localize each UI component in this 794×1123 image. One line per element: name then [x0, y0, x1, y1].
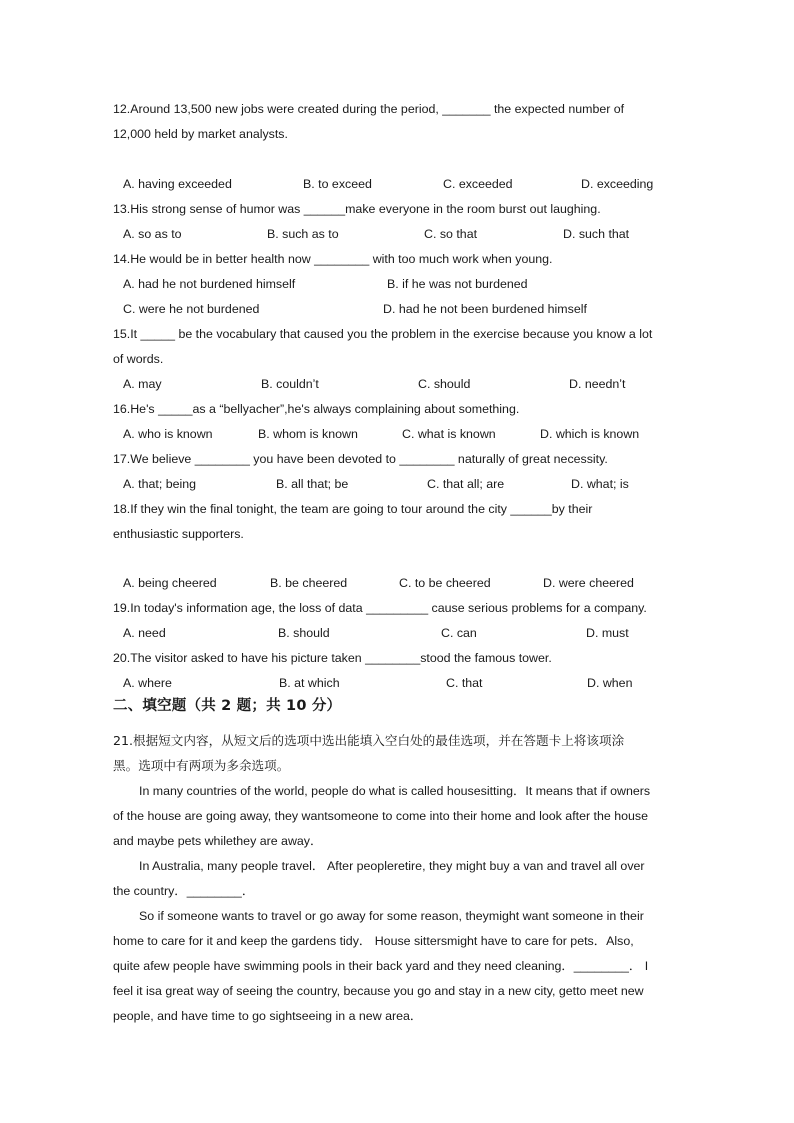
- option-d[interactable]: D. when: [587, 676, 633, 690]
- passage-line-3: and maybe pets whilethey are away．: [113, 834, 323, 848]
- option-c[interactable]: C. were he not burdened: [123, 302, 260, 316]
- option-b[interactable]: B. be cheered: [270, 576, 348, 590]
- option-b[interactable]: B. couldnʼt: [261, 377, 319, 391]
- option-b[interactable]: B. at which: [279, 676, 340, 690]
- question-18-stem-line2: enthusiastic supporters.: [113, 527, 244, 541]
- option-c[interactable]: C. that: [446, 676, 483, 690]
- option-d[interactable]: D. which is known: [540, 427, 640, 441]
- question-14-stem: 14.He would be in better health now ________ with too much work when young.: [113, 252, 553, 266]
- question-21-instruction-line2: 黑。选项中有两项为多余选项。: [113, 758, 290, 773]
- passage-line-1: In many countries of the world, people do what is called housesitting．It means that if owners: [139, 784, 651, 798]
- option-c[interactable]: C. exceeded: [443, 177, 513, 191]
- option-d[interactable]: D. neednʼt: [569, 377, 626, 391]
- option-b[interactable]: B. if he was not burdened: [387, 277, 528, 291]
- option-a[interactable]: A. may: [123, 377, 162, 391]
- option-b[interactable]: B. to exceed: [303, 177, 372, 191]
- option-a[interactable]: A. being cheered: [123, 576, 217, 590]
- option-c[interactable]: C. should: [418, 377, 471, 391]
- question-15-stem-line2: of words.: [113, 352, 164, 366]
- question-17-stem: 17.We believe ________ you have been devoted to ________ naturally of great necessity.: [113, 452, 608, 466]
- option-a[interactable]: A. having exceeded: [123, 177, 232, 191]
- option-c[interactable]: C. what is known: [402, 427, 496, 441]
- option-a[interactable]: A. where: [123, 676, 172, 690]
- option-a[interactable]: A. had he not burdened himself: [123, 277, 296, 291]
- option-d[interactable]: D. had he not been burdened himself: [383, 302, 587, 316]
- option-a[interactable]: A. so as to: [123, 227, 182, 241]
- option-b[interactable]: B. all that; be: [276, 477, 349, 491]
- option-a[interactable]: A. that; being: [123, 477, 197, 491]
- passage-line-2: of the house are going away, they wantsomeone to come into their home and look after the house: [113, 809, 648, 823]
- question-16-stem: 16.He's _____as a “bellyacher”,he's always complaining about something.: [113, 402, 520, 416]
- passage-line-5: the country．________．: [113, 884, 255, 898]
- option-d[interactable]: D. such that: [563, 227, 630, 241]
- option-b[interactable]: B. should: [278, 626, 330, 640]
- passage-line-6: So if someone wants to travel or go away for some reason, theymight want someone in their: [139, 909, 644, 923]
- option-d[interactable]: D. exceeding: [581, 177, 654, 191]
- option-a[interactable]: A. who is known: [123, 427, 213, 441]
- option-c[interactable]: C. can: [441, 626, 477, 640]
- question-12-stem-line1: 12.Around 13,500 new jobs were created during the period, _______ the expected number of: [113, 102, 625, 116]
- passage-line-10: people, and have time to go sightseeing in a new area．: [113, 1009, 423, 1023]
- option-c[interactable]: C. that all; are: [427, 477, 505, 491]
- option-d[interactable]: D. what; is: [571, 477, 629, 491]
- passage-line-4: In Australia, many people travel． After peopleretire, they might buy a van and travel all over: [139, 859, 645, 873]
- passage-line-7: home to care for it and keep the gardens tidy． House sittersmight have to care for pets．Also,: [113, 934, 634, 948]
- question-20-stem: 20.The visitor asked to have his picture taken ________stood the famous tower.: [113, 651, 552, 665]
- question-18-stem-line1: 18.If they win the final tonight, the team are going to tour around the city ______by their: [113, 502, 593, 516]
- option-b[interactable]: B. whom is known: [258, 427, 358, 441]
- question-13-stem: 13.His strong sense of humor was ______make everyone in the room burst out laughing.: [113, 202, 601, 216]
- option-d[interactable]: D. must: [586, 626, 629, 640]
- question-21-instruction-line1: 21.根据短文内容，从短文后的选项中选出能填入空白处的最佳选项，并在答题卡上将该项涂: [113, 733, 625, 748]
- passage-line-8: quite afew people have swimming pools in their back yard and they need cleaning．________． I: [113, 959, 649, 973]
- question-19-stem: 19.In today's information age, the loss of data _________ cause serious problems for a company.: [113, 601, 647, 615]
- option-b[interactable]: B. such as to: [267, 227, 339, 241]
- option-c[interactable]: C. to be cheered: [399, 576, 491, 590]
- option-d[interactable]: D. were cheered: [543, 576, 634, 590]
- question-12-stem-line2: 12,000 held by market analysts.: [113, 127, 288, 141]
- question-15-stem-line1: 15.It _____ be the vocabulary that caused you the problem in the exercise because you know a lot: [113, 327, 653, 341]
- option-a[interactable]: A. need: [123, 626, 166, 640]
- passage-line-9: feel it isa great way of seeing the country, because you go and stay in a new city, getto meet new: [113, 984, 644, 998]
- option-c[interactable]: C. so that: [424, 227, 478, 241]
- section-2-heading: 二、填空题（共 2 题；共 10 分）: [113, 698, 342, 714]
